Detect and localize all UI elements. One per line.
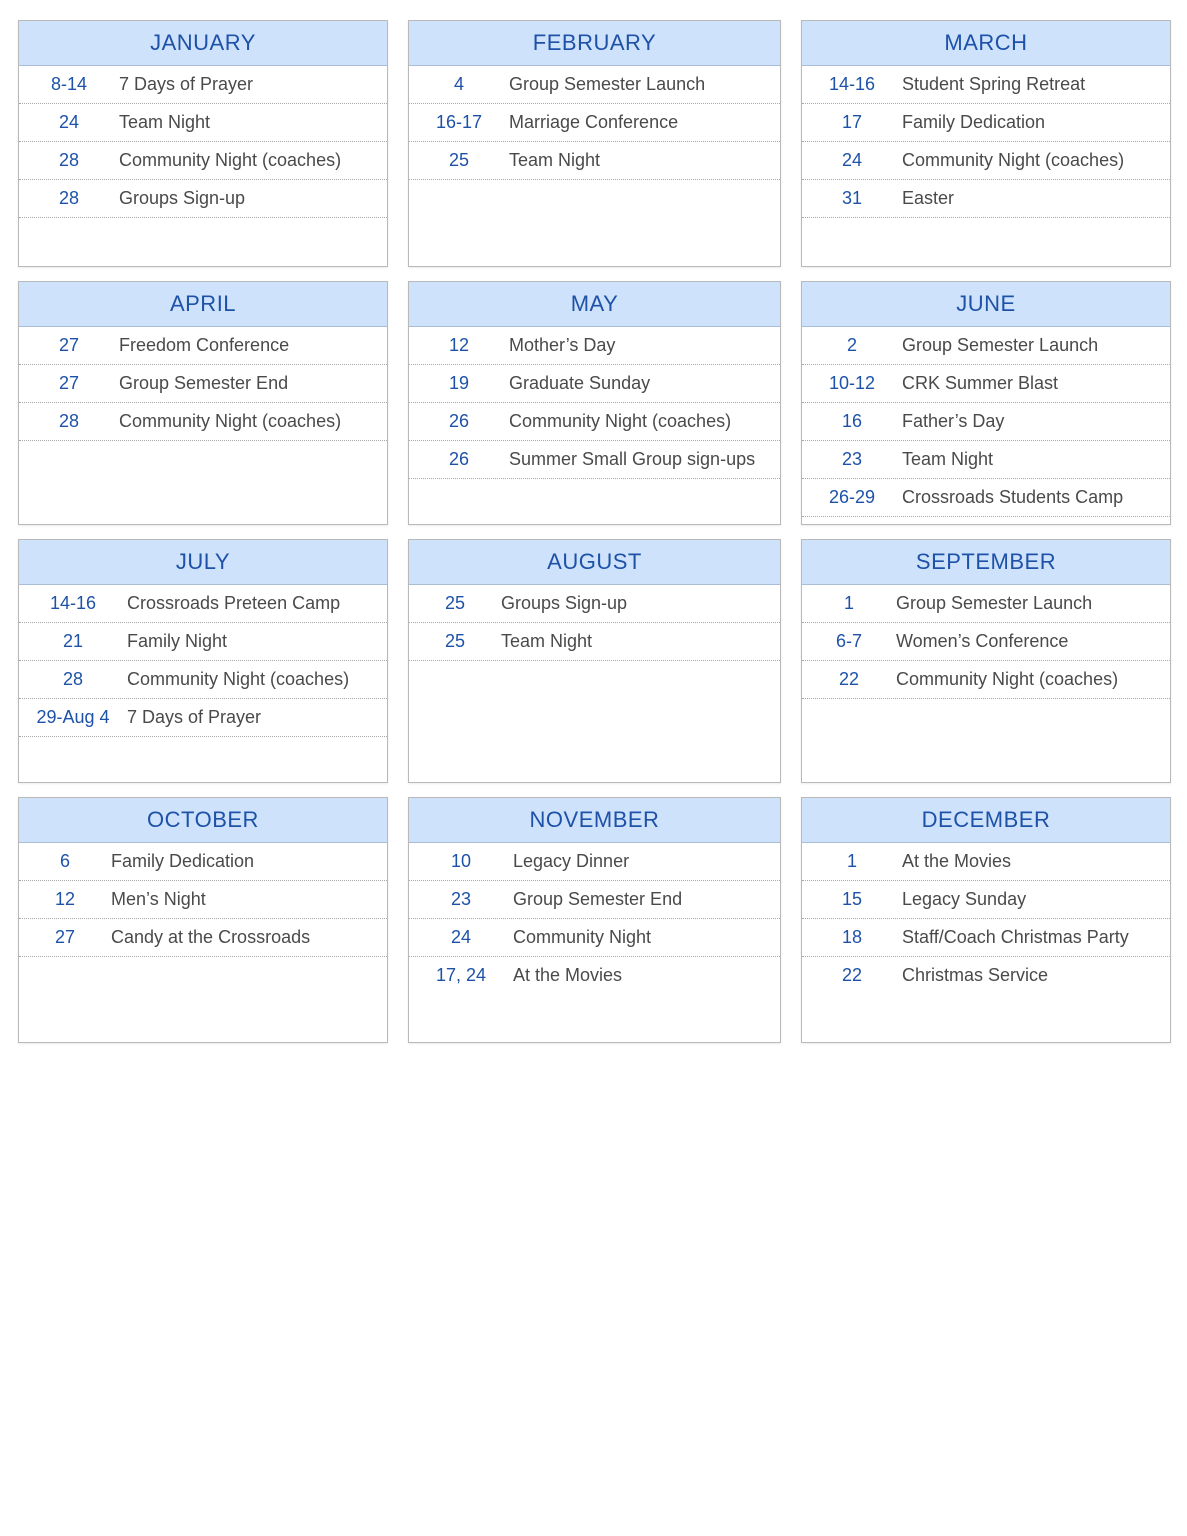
event-date: 16-17	[435, 112, 483, 132]
event-title: Community Night	[513, 927, 652, 947]
month-card-september	[801, 539, 1171, 783]
event-row	[802, 104, 1170, 142]
event-title: Crossroads Students Camp	[902, 487, 1124, 507]
event-title: Mother’s Day	[509, 335, 616, 355]
event-row	[802, 441, 1170, 479]
event-date: 28	[58, 188, 80, 208]
event-title: Family Dedication	[902, 112, 1046, 132]
event-row	[802, 327, 1170, 365]
month-title: JUNE	[802, 282, 1170, 327]
month-title: SEPTEMBER	[802, 540, 1170, 585]
event-title: Marriage Conference	[509, 112, 679, 132]
event-row	[802, 661, 1170, 699]
event-title: 7 Days of Prayer	[119, 74, 254, 94]
event-date: 28	[58, 411, 80, 431]
month-card-february	[408, 20, 781, 267]
month-card-march	[801, 20, 1171, 267]
event-row	[19, 180, 387, 218]
event-row	[802, 957, 1170, 994]
event-title: 7 Days of Prayer	[127, 707, 262, 727]
event-title: Women’s Conference	[896, 631, 1069, 651]
event-row	[409, 881, 780, 919]
event-date: 29-Aug 4	[36, 707, 110, 727]
event-row	[19, 585, 387, 623]
month-title: NOVEMBER	[409, 798, 780, 843]
event-date: 12	[54, 889, 76, 909]
event-title: Men’s Night	[111, 889, 206, 909]
event-date: 21	[62, 631, 84, 651]
event-title: Groups Sign-up	[119, 188, 246, 208]
event-title: Community Night (coaches)	[119, 411, 342, 431]
event-date: 23	[450, 889, 472, 909]
event-date: 25	[448, 150, 470, 170]
event-row	[409, 441, 780, 479]
month-card-october	[18, 797, 388, 1043]
event-date: 27	[58, 335, 80, 355]
event-title: Community Night (coaches)	[127, 669, 350, 689]
month-title: MARCH	[802, 21, 1170, 66]
event-title: Crossroads Preteen Camp	[127, 593, 341, 613]
event-date: 15	[841, 889, 863, 909]
month-title: FEBRUARY	[409, 21, 780, 66]
event-date: 4	[453, 74, 464, 94]
month-card-july	[18, 539, 388, 783]
month-card-december	[801, 797, 1171, 1043]
event-row	[802, 403, 1170, 441]
event-date: 14-16	[828, 74, 876, 94]
event-date: 6-7	[835, 631, 862, 651]
event-title: Community Night (coaches)	[509, 411, 732, 431]
event-title: Freedom Conference	[119, 335, 290, 355]
event-title: Community Night (coaches)	[902, 150, 1125, 170]
month-card-april	[18, 281, 388, 525]
event-date: 6	[59, 851, 70, 871]
month-title: APRIL	[19, 282, 387, 327]
event-row	[802, 843, 1170, 881]
event-title: Father’s Day	[902, 411, 1005, 431]
event-title: Group Semester Launch	[509, 74, 706, 94]
event-row	[802, 142, 1170, 180]
event-row	[19, 327, 387, 365]
event-row	[19, 881, 387, 919]
event-date: 1	[846, 851, 857, 871]
event-date: 27	[54, 927, 76, 947]
event-date: 26-29	[828, 487, 876, 507]
event-title: Candy at the Crossroads	[111, 927, 311, 947]
event-row	[409, 919, 780, 957]
event-date: 26	[448, 411, 470, 431]
event-date: 31	[841, 188, 863, 208]
event-date: 10	[450, 851, 472, 871]
event-date: 1	[843, 593, 854, 613]
event-row	[802, 881, 1170, 919]
event-title: Summer Small Group sign-ups	[509, 449, 756, 469]
event-title: Graduate Sunday	[509, 373, 651, 393]
event-title: Legacy Sunday	[902, 889, 1027, 909]
month-title: JULY	[19, 540, 387, 585]
event-date: 28	[58, 150, 80, 170]
event-date: 24	[841, 150, 863, 170]
event-row	[409, 327, 780, 365]
event-title: Group Semester Launch	[896, 593, 1093, 613]
event-title: Team Night	[509, 150, 601, 170]
event-date: 14-16	[49, 593, 97, 613]
event-date: 19	[448, 373, 470, 393]
event-row	[802, 919, 1170, 957]
event-row	[19, 142, 387, 180]
event-date: 25	[444, 593, 466, 613]
event-date: 27	[58, 373, 80, 393]
event-date: 23	[841, 449, 863, 469]
event-title: At the Movies	[902, 851, 1012, 871]
event-date: 26	[448, 449, 470, 469]
event-title: Group Semester Launch	[902, 335, 1099, 355]
event-title: Legacy Dinner	[513, 851, 630, 871]
month-title: OCTOBER	[19, 798, 387, 843]
month-title: AUGUST	[409, 540, 780, 585]
event-row	[19, 365, 387, 403]
event-title: Team Night	[119, 112, 211, 132]
month-title: MAY	[409, 282, 780, 327]
event-row	[409, 66, 780, 104]
event-row	[802, 66, 1170, 104]
month-card-november	[408, 797, 781, 1043]
event-row	[802, 585, 1170, 623]
event-date: 24	[58, 112, 80, 132]
month-title: JANUARY	[19, 21, 387, 66]
event-date: 22	[841, 965, 863, 985]
event-row	[409, 403, 780, 441]
event-row	[19, 623, 387, 661]
event-row	[19, 661, 387, 699]
event-date: 28	[62, 669, 84, 689]
event-row	[19, 843, 387, 881]
event-title: Group Semester End	[119, 373, 289, 393]
event-row	[409, 843, 780, 881]
event-title: CRK Summer Blast	[902, 373, 1059, 393]
event-row	[19, 104, 387, 142]
event-title: Team Night	[902, 449, 994, 469]
event-date: 18	[841, 927, 863, 947]
event-row	[409, 623, 780, 661]
event-title: Groups Sign-up	[501, 593, 628, 613]
event-date: 10-12	[828, 373, 876, 393]
month-card-january	[18, 20, 388, 267]
event-title: Family Night	[127, 631, 228, 651]
event-row	[409, 957, 780, 994]
event-title: Easter	[902, 188, 955, 208]
event-title: At the Movies	[513, 965, 623, 985]
event-row	[802, 180, 1170, 218]
event-row	[802, 479, 1170, 517]
event-title: Christmas Service	[902, 965, 1049, 985]
event-date: 2	[846, 335, 857, 355]
event-date: 17	[841, 112, 863, 132]
event-title: Community Night (coaches)	[896, 669, 1119, 689]
event-title: Student Spring Retreat	[902, 74, 1086, 94]
event-title: Team Night	[501, 631, 593, 651]
event-row	[409, 585, 780, 623]
year-calendar-grid	[18, 20, 1171, 1043]
month-card-august	[408, 539, 781, 783]
event-date: 16	[841, 411, 863, 431]
event-row	[802, 365, 1170, 403]
event-title: Family Dedication	[111, 851, 255, 871]
event-title: Community Night (coaches)	[119, 150, 342, 170]
event-date: 12	[448, 335, 470, 355]
event-title: Staff/Coach Christmas Party	[902, 927, 1129, 947]
event-row	[19, 403, 387, 441]
event-row	[19, 919, 387, 957]
event-row	[409, 142, 780, 180]
event-row	[802, 623, 1170, 661]
event-date: 22	[838, 669, 860, 689]
month-title: DECEMBER	[802, 798, 1170, 843]
event-date: 25	[444, 631, 466, 651]
event-date: 24	[450, 927, 472, 947]
month-card-may	[408, 281, 781, 525]
event-date: 17, 24	[435, 965, 487, 985]
event-row	[409, 104, 780, 142]
event-row	[409, 365, 780, 403]
event-row	[19, 66, 387, 104]
event-row	[19, 699, 387, 737]
event-date: 8-14	[50, 74, 88, 94]
event-title: Group Semester End	[513, 889, 683, 909]
month-card-june	[801, 281, 1171, 525]
